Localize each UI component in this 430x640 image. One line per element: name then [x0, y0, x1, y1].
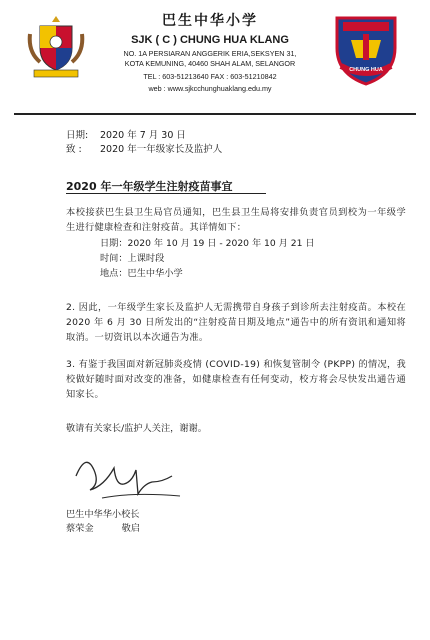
address-line-1: NO. 1A PERSIARAN ANGGERIK ERIA,SEKSYEN 31, — [123, 49, 297, 58]
school-badge-icon — [333, 12, 399, 86]
letterhead — [92, 10, 328, 94]
letterhead-divider — [14, 113, 416, 115]
tel-fax: TEL : 603-51213640 FAX : 603-51210842 — [143, 72, 277, 81]
school-name-chinese: 巴生中华小学 — [162, 13, 258, 29]
paragraph-3: 3. 有鉴于我国面对新冠肺炎疫情 (COVID-19) 和恢复管制令 (PKPP) 的情况，我校做好随时面对改变的准备，如健康检查有任何变动，校方将会尽快发出通告通知家长。 — [66, 359, 406, 400]
schedule-place: 地点：巴生中华小学 — [100, 268, 183, 279]
badge-text: CHUNG HUA — [349, 67, 383, 73]
recipient-value: 2020 年一年级家长及监护人 — [100, 144, 223, 155]
address-line-2: KOTA KEMUNING, 40460 SHAH ALAM, SELANGOR — [124, 59, 296, 68]
closing-word: 敬启 — [121, 523, 140, 534]
closing-remark: 敬请有关家长/监护人关注，谢谢。 — [66, 423, 207, 434]
date-line — [66, 127, 186, 141]
state-crest-icon — [26, 14, 86, 80]
signatory-title: 巴生中华华小校长 — [66, 509, 140, 520]
signatory-name: 蔡荣金 — [66, 523, 94, 534]
schedule-time: 时间：上课时段 — [100, 253, 165, 264]
signatory-line — [66, 520, 140, 534]
title-underline — [66, 193, 266, 194]
website: web : www.sjkcchunghuaklang.edu.my — [148, 84, 272, 93]
letter-title: 2020 年一年级学生注射疫苗事宜 — [66, 180, 233, 193]
date-value: 2020 年 7 月 30 日 — [100, 130, 186, 141]
handwritten-signature — [66, 446, 186, 502]
date-label: 日期: — [66, 130, 89, 141]
recipient-line — [66, 141, 222, 155]
recipient-label: 致 : — [66, 144, 82, 155]
paragraph-1: 本校接获巴生县卫生局官员通知，巴生县卫生局将安排负责官员到校为一年级学生进行健康检查和注射疫苗。其详情如下： — [66, 207, 406, 233]
schedule-date: 日期：2020 年 10 月 19 日 - 2020 年 10 月 21 日 — [100, 238, 315, 249]
paragraph-2: 2. 因此，一年级学生家长及监护人无需携带自身孩子到诊所去注射疫苗。本校在 2020 年 6 月 30 日所发出的“注射疫苗日期及地点”通告中的所有资讯和通知将取消。一切资讯以本次通告为准。 — [66, 302, 406, 343]
school-name-english: SJK ( C ) CHUNG HUA KLANG — [131, 34, 289, 46]
